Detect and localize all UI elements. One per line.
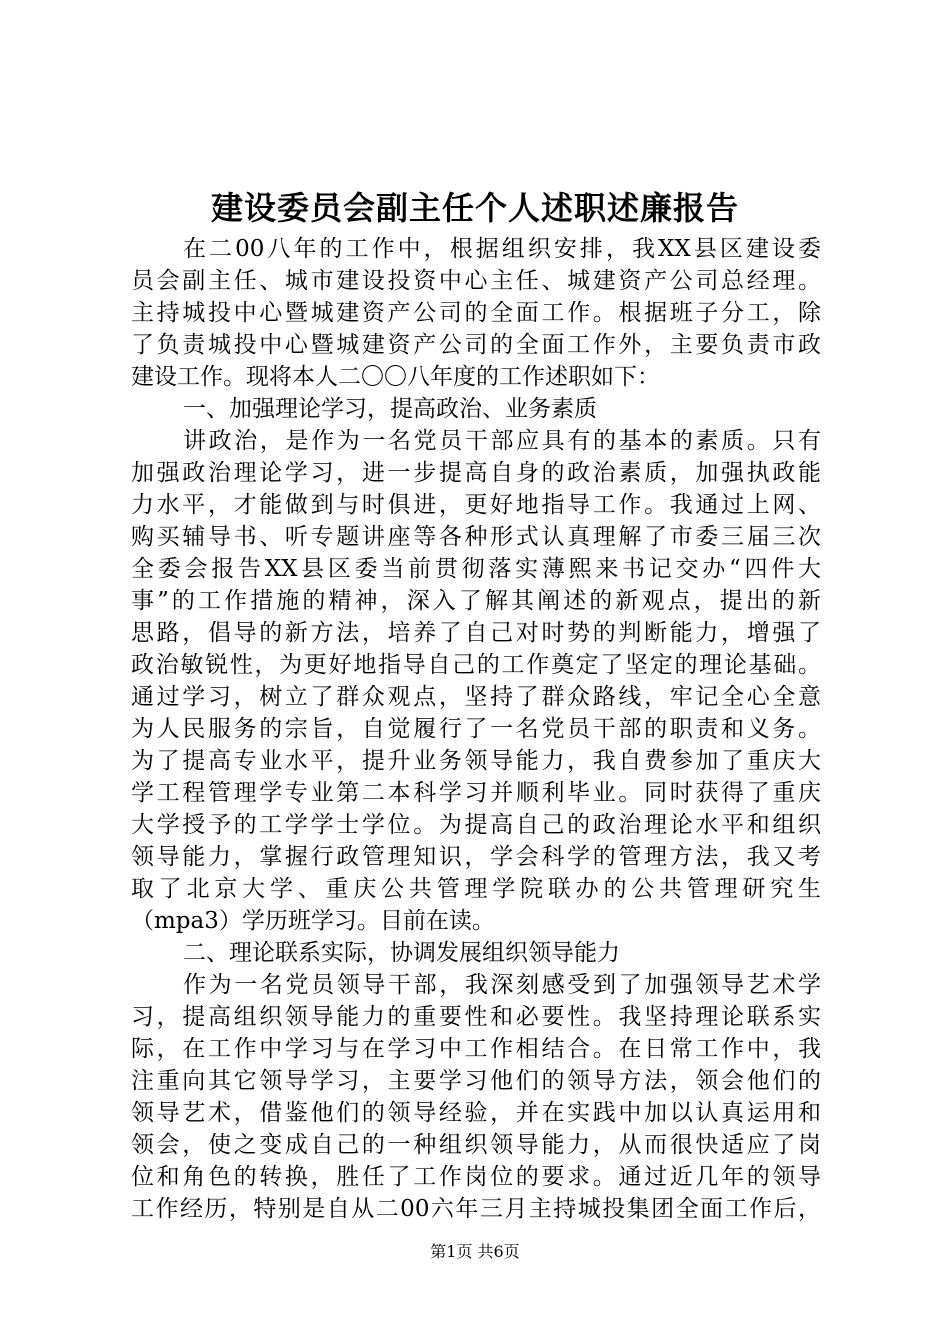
- paragraph-line: 际，在工作中学习与在学习中工作相结合。在日常工作中，我: [131, 1036, 821, 1062]
- paragraph-line: 建设工作。现将本人二〇〇八年度的工作述职如下：: [131, 364, 660, 390]
- document-title: 建设委员会副主任个人述职述廉报告: [210, 189, 739, 227]
- paragraph-line: 加强政治理论学习，进一步提高自身的政治素质，加强执政能: [131, 460, 821, 486]
- paragraph-line: 为人民服务的宗旨，自觉履行了一名党员干部的职责和义务。: [131, 716, 821, 742]
- paragraph-line: 取了北京大学、重庆公共管理学院联办的公共管理研究生: [131, 876, 821, 902]
- document-body: [131, 233, 821, 1225]
- paragraph-line: 领导艺术，借鉴他们的领导经验，并在实践中加以认真运用和: [131, 1100, 821, 1126]
- paragraph-line: 事”的工作措施的精神，深入了解其阐述的新观点，提出的新: [131, 588, 821, 614]
- paragraph-line: 全委会报告XX县区委当前贯彻落实薄熙来书记交办“四件大: [131, 556, 821, 582]
- paragraph-line: 习，提高组织领导能力的重要性和必要性。我坚持理论联系实: [131, 1004, 821, 1030]
- paragraph-line: 领会，使之变成自己的一种组织领导能力，从而很快适应了岗: [131, 1132, 821, 1158]
- paragraph-line: 政治敏锐性，为更好地指导自己的工作奠定了坚定的理论基础。: [131, 652, 821, 678]
- paragraph-line: 思路，倡导的新方法，培养了自己对时势的判断能力，增强了: [131, 620, 821, 646]
- section-heading: 一、加强理论学习，提高政治、业务素质: [183, 396, 597, 422]
- paragraph-line: 注重向其它领导学习，主要学习他们的领导方法，领会他们的: [131, 1068, 821, 1094]
- paragraph-line: 学工程管理学专业第二本科学习并顺利毕业。同时获得了重庆: [131, 780, 821, 806]
- section-heading: 二、理论联系实际，协调发展组织领导能力: [183, 940, 620, 966]
- paragraph-line: （mpa3）学历班学习。目前在读。: [131, 908, 495, 934]
- paragraph-line: 领导能力，掌握行政管理知识，学会科学的管理方法，我又考: [131, 844, 821, 870]
- paragraph-line: 作为一名党员领导干部，我深刻感受到了加强领导艺术学: [183, 972, 821, 998]
- paragraph-line: 通过学习，树立了群众观点，坚持了群众路线，牢记全心全意: [131, 684, 821, 710]
- paragraph-line: 购买辅导书、听专题讲座等各种形式认真理解了市委三届三次: [131, 524, 821, 550]
- paragraph-line: 了负责城投中心暨城建资产公司的全面工作外，主要负责市政: [131, 332, 821, 358]
- paragraph-line: 工作经历，特别是自从二00六年三月主持城投集团全面工作后，: [131, 1196, 821, 1222]
- paragraph-line: 员会副主任、城市建设投资中心主任、城建资产公司总经理。: [131, 268, 821, 294]
- paragraph-line: 主持城投中心暨城建资产公司的全面工作。根据班子分工，除: [131, 300, 821, 326]
- paragraph-line: 讲政治，是作为一名党员干部应具有的基本的素质。只有: [183, 428, 821, 454]
- paragraph-line: 在二00八年的工作中，根据组织安排，我XX县区建设委: [183, 236, 821, 262]
- paragraph-line: 力水平，才能做到与时俱进，更好地指导工作。我通过上网、: [131, 492, 821, 518]
- paragraph-line: 大学授予的工学学士学位。为提高自己的政治理论水平和组织: [131, 812, 821, 838]
- page-number: 第1页 共6页: [430, 1242, 520, 1261]
- paragraph-line: 位和角色的转换，胜任了工作岗位的要求。通过近几年的领导: [131, 1164, 821, 1190]
- paragraph-line: 为了提高专业水平，提升业务领导能力，我自费参加了重庆大: [131, 748, 821, 774]
